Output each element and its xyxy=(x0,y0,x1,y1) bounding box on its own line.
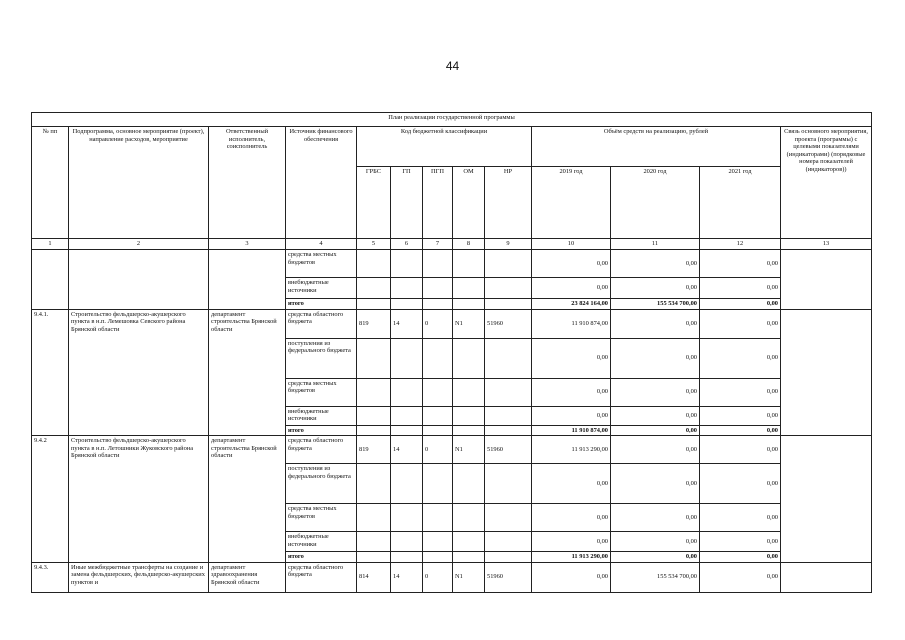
header-om: ОМ xyxy=(453,167,485,239)
col-number: 1 xyxy=(32,239,69,250)
source-label: средства областного бюджета xyxy=(286,436,357,464)
item-number: 9.4.2 xyxy=(32,436,69,563)
amount-cell: 0,00 xyxy=(532,562,611,592)
amount-cell: 0,00 xyxy=(700,309,781,338)
amount-cell: 0,00 xyxy=(700,552,781,563)
code-gp: 14 xyxy=(391,436,423,464)
amount-cell: 0,00 xyxy=(532,250,611,278)
item-name: Строительство фельдшерско-акушерского пункта в н.п. Летошники Жуковского района Брянской области xyxy=(69,436,209,563)
header-source: Источник финансового обеспечения xyxy=(286,127,357,239)
table-title: План реализации государственной программы xyxy=(32,113,872,127)
amount-cell: 0,00 xyxy=(700,436,781,464)
header-2019: 2019 год xyxy=(532,167,611,239)
amount-cell: 0,00 xyxy=(611,278,700,299)
item-executor: департамент здравоохранения Брянской области xyxy=(209,562,286,592)
amount-cell: 0,00 xyxy=(700,504,781,532)
source-label: поступления из федерального бюджета xyxy=(286,464,357,504)
amount-cell: 0,00 xyxy=(611,425,700,436)
amount-cell: 0,00 xyxy=(700,250,781,278)
amount-cell: 0,00 xyxy=(700,278,781,299)
amount-cell: 11 910 874,00 xyxy=(532,425,611,436)
header-num: № пп xyxy=(32,127,69,239)
item-number: 9.4.1. xyxy=(32,309,69,436)
col-number: 2 xyxy=(69,239,209,250)
col-number: 12 xyxy=(700,239,781,250)
amount-cell: 0,00 xyxy=(611,552,700,563)
table-row xyxy=(32,562,872,592)
amount-cell: 0,00 xyxy=(532,406,611,425)
amount-cell: 0,00 xyxy=(700,378,781,406)
amount-cell: 0,00 xyxy=(611,250,700,278)
code-np: 51960 xyxy=(485,309,532,338)
source-label: итого xyxy=(286,552,357,563)
amount-cell: 0,00 xyxy=(700,299,781,310)
source-label: итого xyxy=(286,299,357,310)
header-volume: Объём средств на реализацию, рублей xyxy=(532,127,781,167)
header-link: Связь основного мероприятия, проекта (программы) с целевыми показателями (индикаторами) (порядковые номера показателей (индикаторов)) xyxy=(781,127,872,239)
amount-cell: 11 910 874,00 xyxy=(532,309,611,338)
amount-cell: 11 913 290,00 xyxy=(532,552,611,563)
amount-cell: 0,00 xyxy=(700,464,781,504)
item-executor: департамент строительства Брянской области xyxy=(209,309,286,436)
amount-cell: 0,00 xyxy=(611,378,700,406)
code-pgp: 0 xyxy=(423,562,453,592)
code-pgp: 0 xyxy=(423,436,453,464)
code-grbs: 819 xyxy=(357,309,391,338)
amount-cell: 0,00 xyxy=(532,504,611,532)
table-row xyxy=(32,250,872,278)
source-label: средства местных бюджетов xyxy=(286,378,357,406)
program-plan-table xyxy=(31,112,872,593)
amount-cell: 155 534 700,00 xyxy=(611,299,700,310)
code-gp: 14 xyxy=(391,309,423,338)
table-row xyxy=(32,309,872,338)
item-executor: департамент строительства Брянской области xyxy=(209,436,286,563)
amount-cell: 0,00 xyxy=(532,532,611,552)
page-number: 44 xyxy=(445,59,460,73)
code-om: N1 xyxy=(453,562,485,592)
col-number: 7 xyxy=(423,239,453,250)
source-label: средства областного бюджета xyxy=(286,309,357,338)
header-np: НР xyxy=(485,167,532,239)
item-name: Строительство фельдшерско-акушерского пункта в н.п. Лемешовка Севского района Брянской области xyxy=(69,309,209,436)
amount-cell: 0,00 xyxy=(700,532,781,552)
amount-cell: 23 824 164,00 xyxy=(532,299,611,310)
source-label: внебюджетные источники xyxy=(286,278,357,299)
code-grbs: 819 xyxy=(357,436,391,464)
source-label: итого xyxy=(286,425,357,436)
amount-cell: 0,00 xyxy=(611,406,700,425)
col-number: 9 xyxy=(485,239,532,250)
col-number: 13 xyxy=(781,239,872,250)
source-label: средства местных бюджетов xyxy=(286,504,357,532)
table-row xyxy=(32,436,872,464)
amount-cell: 0,00 xyxy=(700,425,781,436)
amount-cell: 0,00 xyxy=(532,464,611,504)
amount-cell: 155 534 700,00 xyxy=(611,562,700,592)
source-label: внебюджетные источники xyxy=(286,532,357,552)
source-label: средства местных бюджетов xyxy=(286,250,357,278)
amount-cell: 0,00 xyxy=(611,309,700,338)
amount-cell: 0,00 xyxy=(611,464,700,504)
amount-cell: 0,00 xyxy=(532,338,611,378)
column-number-row xyxy=(32,239,872,250)
source-label: средства областного бюджета xyxy=(286,562,357,592)
source-label: внебюджетные источники xyxy=(286,406,357,425)
header-gp: ГП xyxy=(391,167,423,239)
amount-cell: 0,00 xyxy=(611,532,700,552)
amount-cell: 0,00 xyxy=(532,378,611,406)
col-number: 8 xyxy=(453,239,485,250)
code-np: 51960 xyxy=(485,436,532,464)
header-budget-code: Код бюджетной классификации xyxy=(357,127,532,167)
col-number: 4 xyxy=(286,239,357,250)
code-gp: 14 xyxy=(391,562,423,592)
amount-cell: 0,00 xyxy=(700,338,781,378)
header-2021: 2021 год xyxy=(700,167,781,239)
col-number: 6 xyxy=(391,239,423,250)
col-number: 3 xyxy=(209,239,286,250)
code-np: 51960 xyxy=(485,562,532,592)
source-label: поступления из федерального бюджета xyxy=(286,338,357,378)
header-grbs: ГРБС xyxy=(357,167,391,239)
col-number: 10 xyxy=(532,239,611,250)
header-subprogram: Подпрограмма, основное мероприятие (проект), направление расходов, мероприятие xyxy=(69,127,209,239)
col-number: 11 xyxy=(611,239,700,250)
amount-cell: 0,00 xyxy=(532,278,611,299)
header-2020: 2020 год xyxy=(611,167,700,239)
header-pgp: ПГП xyxy=(423,167,453,239)
amount-cell: 0,00 xyxy=(611,436,700,464)
amount-cell: 0,00 xyxy=(611,338,700,378)
item-number: 9.4.3. xyxy=(32,562,69,592)
code-grbs: 814 xyxy=(357,562,391,592)
amount-cell: 0,00 xyxy=(700,406,781,425)
code-om: N1 xyxy=(453,436,485,464)
code-om: N1 xyxy=(453,309,485,338)
amount-cell: 11 913 290,00 xyxy=(532,436,611,464)
amount-cell: 0,00 xyxy=(700,562,781,592)
item-name: Иные межбюджетные трансферты на создание и замена фельдшерских, фельдшерско-акушерских пунктов и xyxy=(69,562,209,592)
col-number: 5 xyxy=(357,239,391,250)
code-pgp: 0 xyxy=(423,309,453,338)
header-executor: Ответственный исполнитель, соисполнитель xyxy=(209,127,286,239)
amount-cell: 0,00 xyxy=(611,504,700,532)
